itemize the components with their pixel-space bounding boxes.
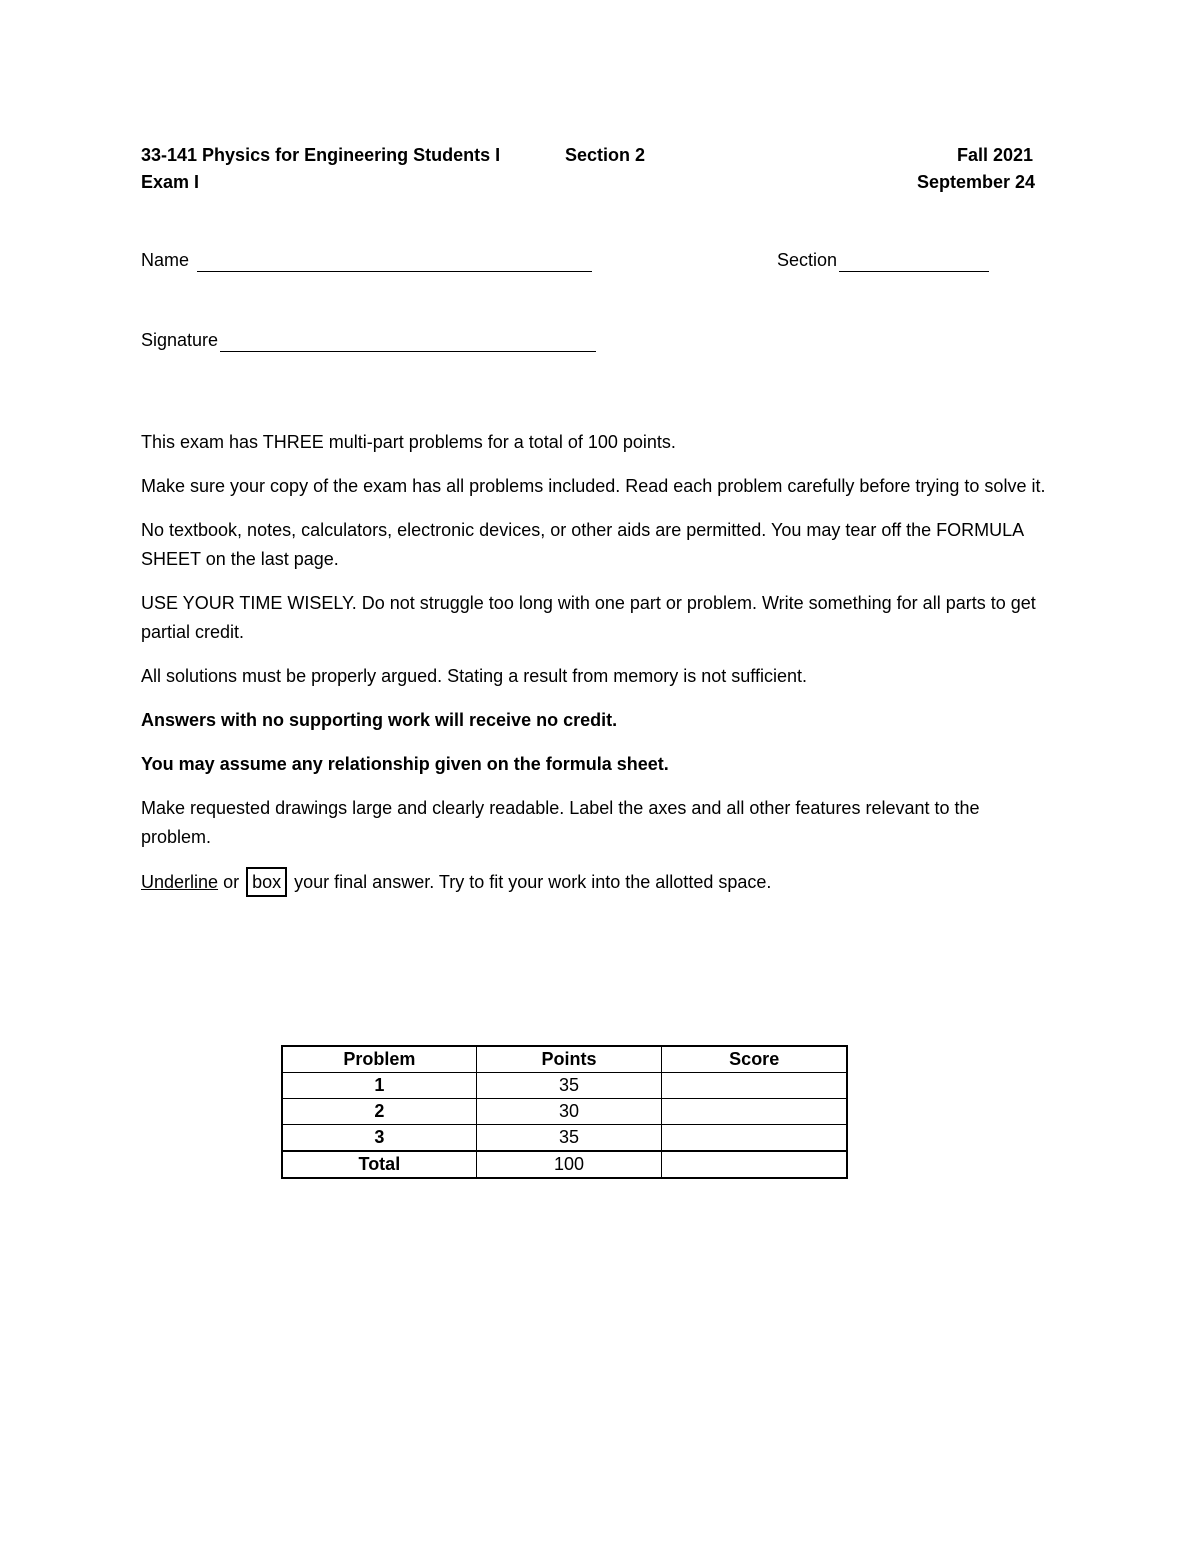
header-score: Score: [662, 1046, 847, 1073]
course-section: Section 2: [565, 145, 646, 165]
section-blank[interactable]: [839, 251, 989, 272]
name-blank[interactable]: [197, 251, 592, 272]
course-title: 33-141 Physics for Engineering Students I: [141, 145, 501, 165]
instruction-7: You may assume any relationship given on the formula sheet.: [141, 754, 669, 774]
instruction-5: All solutions must be properly argued. Stating a result from memory is not sufficient.: [141, 666, 807, 686]
instruction-9: [141, 867, 1051, 897]
table-row: [282, 1099, 847, 1125]
problem-score[interactable]: [662, 1073, 847, 1099]
signature-blank[interactable]: [220, 331, 596, 352]
exam-date: September 24: [917, 172, 1036, 192]
instruction-9-rest: your final answer. Try to fit your work into the allotted space.: [294, 872, 772, 892]
total-label: Total: [282, 1151, 476, 1178]
table-row: [282, 1073, 847, 1099]
score-table: [281, 1045, 848, 1179]
problem-points: 35: [476, 1073, 662, 1099]
table-row: [282, 1125, 847, 1152]
problem-points: 35: [476, 1125, 662, 1152]
problem-points: 30: [476, 1099, 662, 1125]
header-problem: Problem: [282, 1046, 476, 1073]
name-field-row: [141, 248, 592, 272]
total-row: [282, 1151, 847, 1178]
section-label: Section: [777, 250, 838, 270]
box-example: box: [246, 867, 287, 897]
or-word: or: [223, 872, 240, 892]
instruction-6: Answers with no supporting work will receive no credit.: [141, 710, 618, 730]
problem-number: 2: [282, 1099, 476, 1125]
instruction-4: USE YOUR TIME WISELY. Do not struggle too long with one part or problem. Write something for all parts to get partial credit.: [141, 593, 1036, 642]
underline-example: Underline: [141, 872, 219, 892]
problem-score[interactable]: [662, 1099, 847, 1125]
signature-field-row: [141, 328, 596, 352]
instruction-2: Make sure your copy of the exam has all problems included. Read each problem carefully before trying to solve it.: [141, 476, 1046, 496]
signature-label: Signature: [141, 330, 219, 350]
problem-number: 3: [282, 1125, 476, 1152]
problem-score[interactable]: [662, 1125, 847, 1152]
problem-number: 1: [282, 1073, 476, 1099]
section-field-row: [777, 248, 989, 272]
total-points: 100: [476, 1151, 662, 1178]
instruction-8: Make requested drawings large and clearly readable. Label the axes and all other features relevant to the problem.: [141, 798, 980, 847]
score-table-header-row: [282, 1046, 847, 1073]
instruction-1: This exam has THREE multi-part problems for a total of 100 points.: [141, 432, 676, 452]
exam-title: Exam I: [141, 172, 200, 192]
header-points: Points: [476, 1046, 662, 1073]
term: Fall 2021: [957, 145, 1034, 165]
name-label: Name: [141, 250, 190, 270]
instruction-3: No textbook, notes, calculators, electronic devices, or other aids are permitted. You may tear off the FORMULA SHEET on the last page.: [141, 520, 1024, 569]
total-score[interactable]: [662, 1151, 847, 1178]
exam-instructions: [141, 428, 1051, 912]
